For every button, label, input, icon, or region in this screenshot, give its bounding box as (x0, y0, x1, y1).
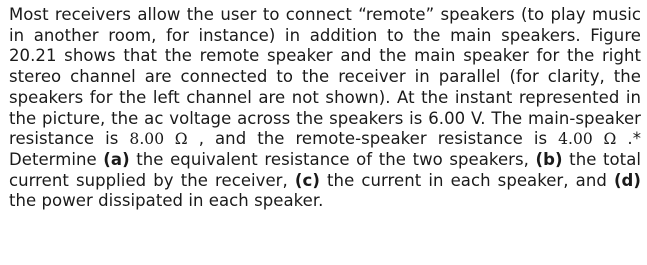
part-a-label: (a) (103, 149, 130, 169)
problem-text-determine: .* Determine (9, 129, 642, 169)
part-c-label: (c) (294, 170, 320, 190)
main-speaker-resistance: 8.00 Ω (129, 130, 188, 149)
part-b-label: (b) (535, 149, 563, 169)
part-a-text: the equivalent resistance of the two speakers, (129, 149, 536, 169)
part-b-text: the total current supplied by the receiver, (9, 149, 641, 190)
problem-paragraph (9, 5, 641, 212)
part-d-label: (d) (613, 170, 641, 190)
part-c-text: the current in each speaker, and (319, 170, 614, 190)
problem-text-intro: Most receivers allow the user to connect “remote” speakers (to play music in another room, for instance) in addition to the main speakers. Figure 20.21 shows that the remote speaker and the main speaker for the right stereo channel are connected to the receiver in parallel (for clarity, the speakers for the left channel are not shown). At the instant represented in the picture, the ac voltage across the speakers is 6.00 V. The main-speaker resistance is (9, 5, 641, 149)
part-d-text: the power dissipated in each speaker. (9, 191, 324, 211)
remote-speaker-resistance: 4.00 Ω (558, 130, 617, 149)
problem-text-remote: , and the remote-speaker resistance is (187, 129, 559, 149)
